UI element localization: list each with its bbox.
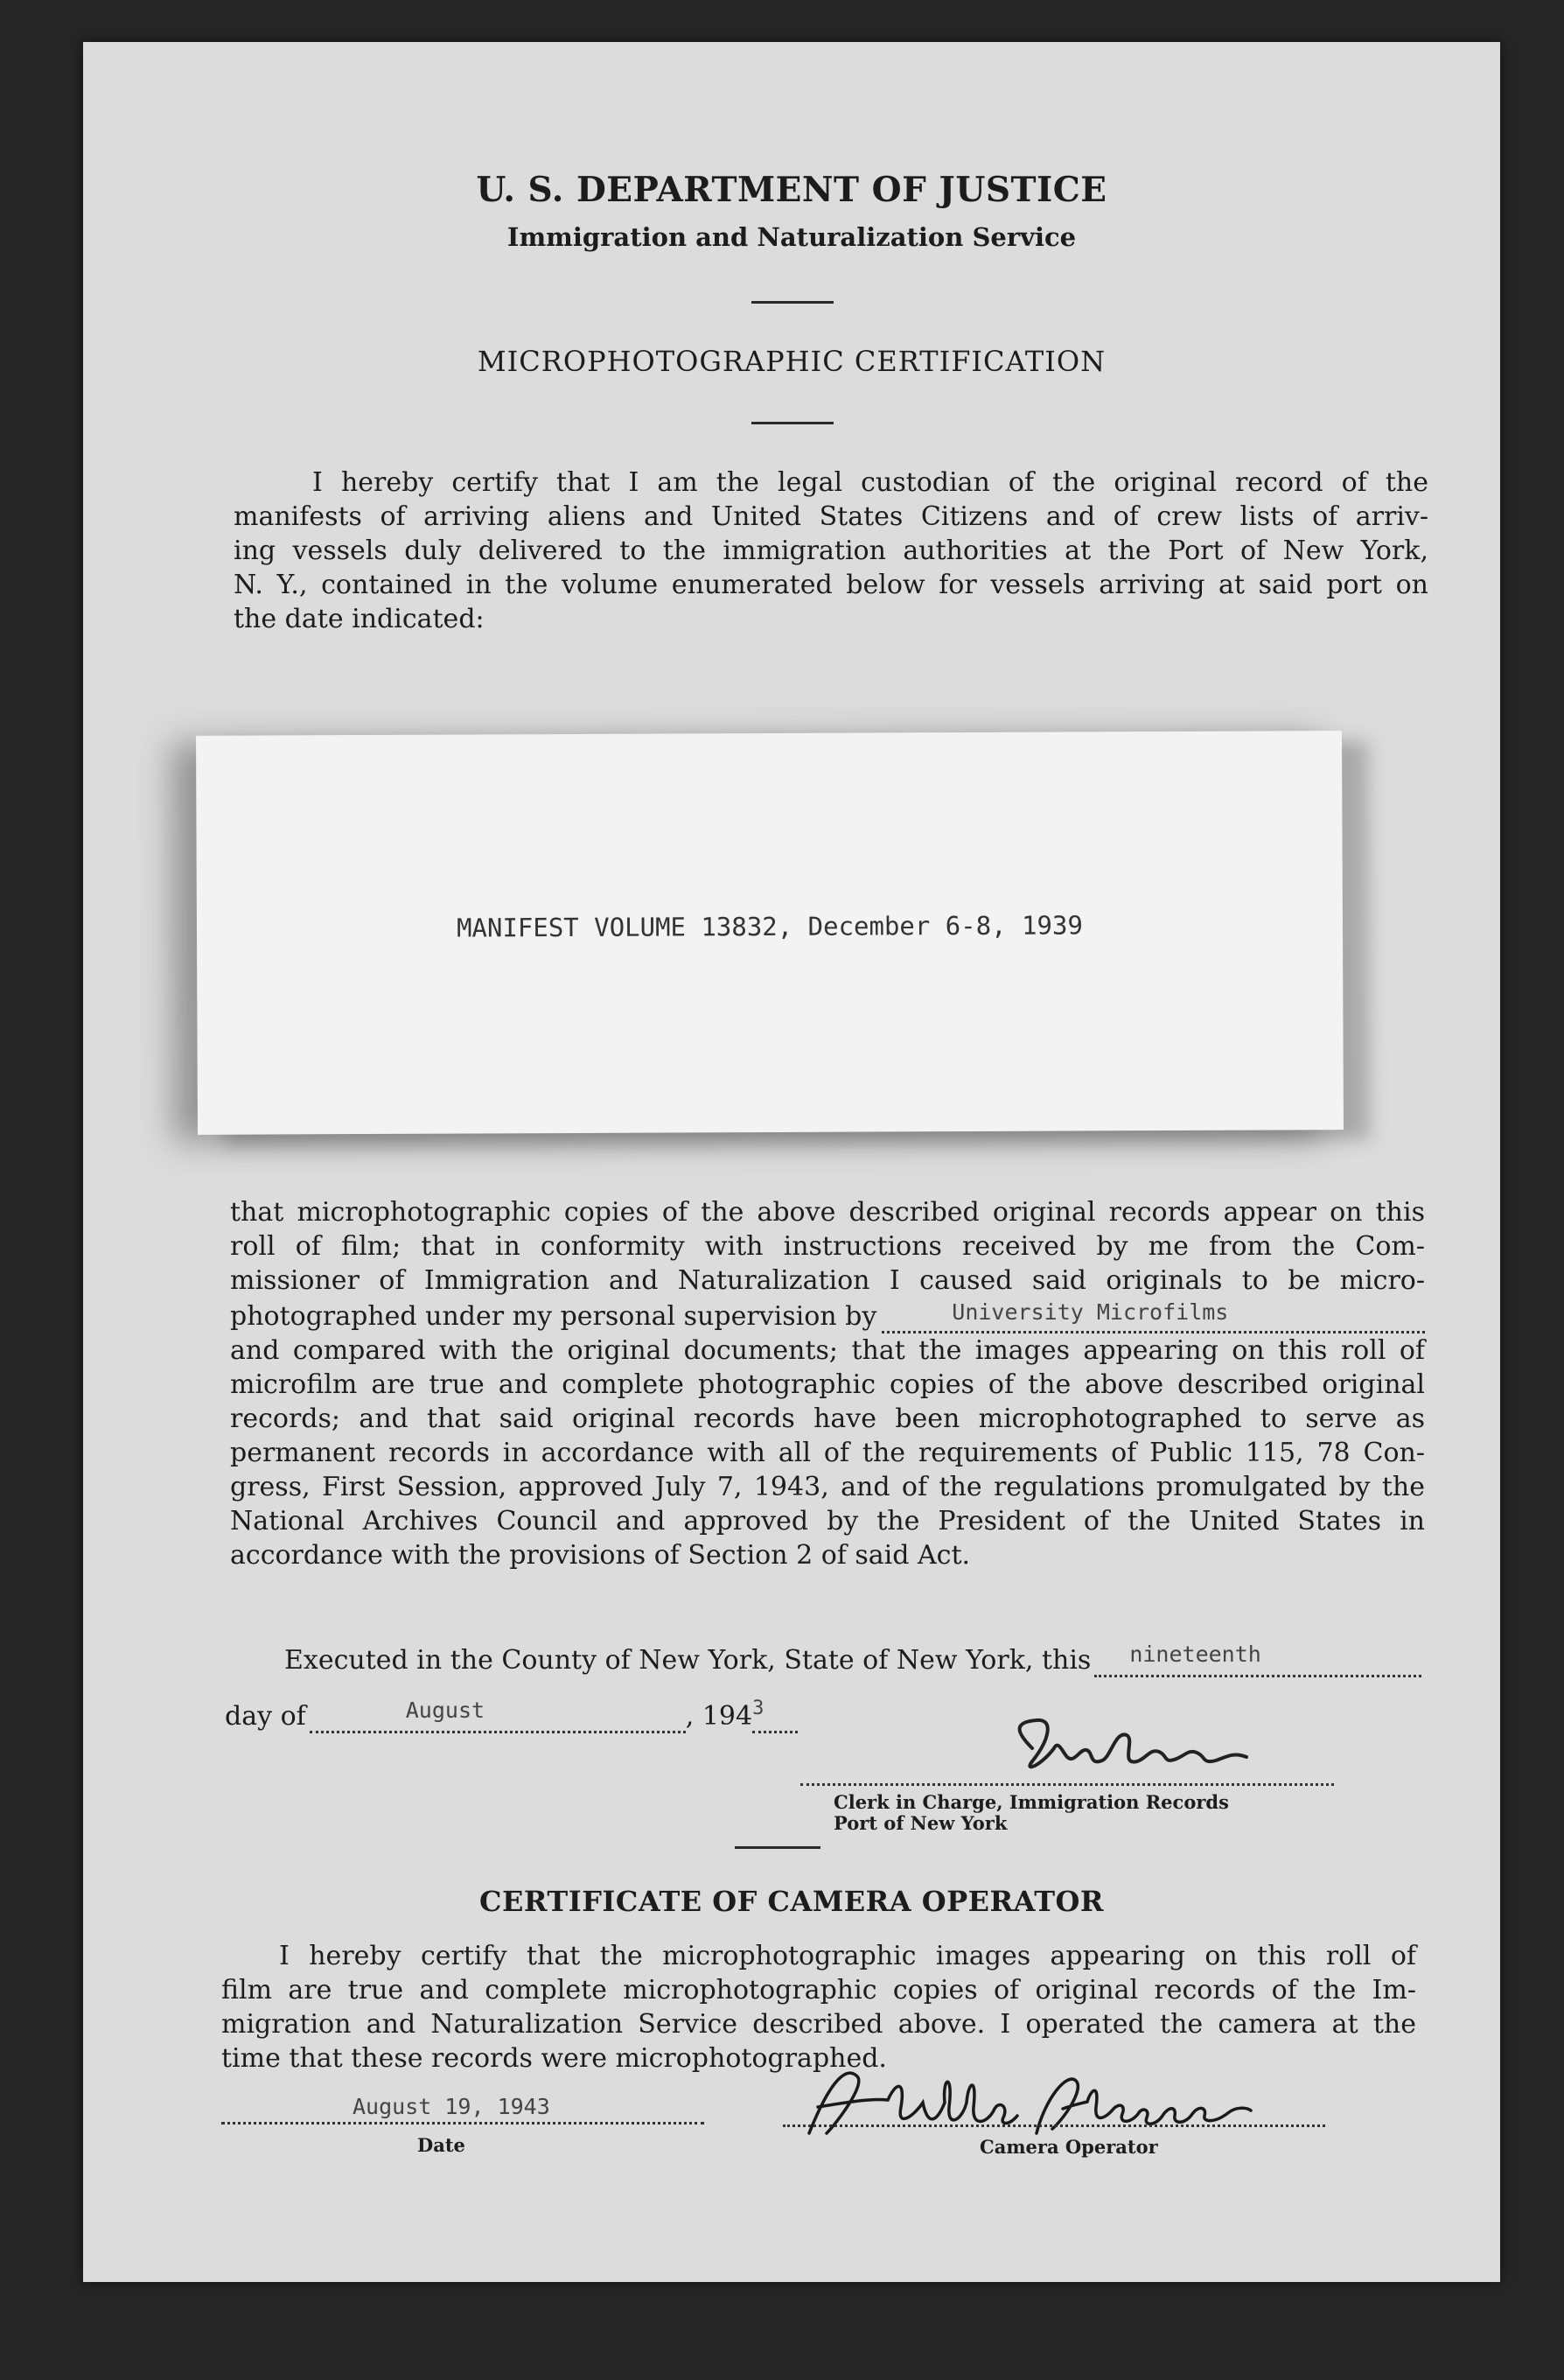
month-field (310, 1698, 686, 1733)
execution-date-line (225, 1699, 907, 1733)
paragraph-line: the date indicated: (234, 604, 485, 634)
copies-paragraph (230, 1195, 1425, 1572)
execution-day-value: nineteenth (1129, 1642, 1261, 1667)
paragraph-line: I hereby certify that the microphotographic images appearing on this roll of (279, 1941, 1416, 1971)
paragraph-line: National Archives Council and approved by the President of the United States in (230, 1506, 1425, 1536)
execution-day-field (1094, 1642, 1421, 1677)
volume-text: MANIFEST VOLUME 13832, December 6-8, 1939 (456, 910, 1083, 943)
paragraph-line: film are true and complete microphotographic copies of original records of the Im- (221, 1975, 1416, 2006)
operator-date-value: August 19, 1943 (353, 2094, 550, 2119)
operator-signature-line (783, 2124, 1325, 2127)
supervision-prefix: photographed under my personal supervision by (230, 1301, 877, 1332)
paragraph-line: missioner of Immigration and Naturalization I caused said originals to be micro- (230, 1265, 1425, 1296)
year-prefix: , 194 (685, 1701, 753, 1732)
paragraph-line: N. Y., contained in the volume enumerated below for vessels arriving at said port on (234, 570, 1428, 600)
section-divider (735, 1846, 820, 1849)
supervision-line (230, 1298, 1425, 1334)
paragraph-line: and compared with the original documents; that the images appearing on this roll of (230, 1335, 1425, 1366)
clerk-title-line2: Port of New York (834, 1812, 1008, 1834)
paragraph-line: roll of film; that in conformity with instructions received by me from the Com- (230, 1231, 1425, 1262)
paragraph-line: gress, First Session, approved July 7, 1943, and of the regulations promulgated by the (230, 1472, 1425, 1502)
execution-line (284, 1643, 1421, 1677)
custodian-paragraph (234, 466, 1428, 636)
paragraph-line: permanent records in accordance with all of the requirements of Public 115, 78 Con- (230, 1438, 1425, 1468)
supervisor-field (882, 1299, 1425, 1334)
operator-date-field (221, 2096, 704, 2124)
month-value: August (405, 1698, 485, 1723)
paragraph-line: ing vessels duly delivered to the immigration authorities at the Port of New York, (234, 536, 1428, 566)
title-divider (751, 422, 834, 424)
day-of-label: day of (225, 1701, 306, 1732)
paragraph-line: manifests of arriving aliens and United States Citizens and of crew lists of arriv- (234, 501, 1428, 532)
paragraph-line: time that these records were microphotographed. (221, 2043, 887, 2074)
clerk-signature-line (800, 1783, 1334, 1786)
certification-title: MICROPHOTOGRAPHIC CERTIFICATION (477, 345, 1107, 378)
paragraph-line: I hereby certify that I am the legal custodian of the original record of the (312, 467, 1428, 498)
date-label: Date (417, 2134, 465, 2156)
supervisor-value: University Microfilms (952, 1299, 1229, 1325)
date-dotted-line (221, 2122, 704, 2124)
camera-section-title: CERTIFICATE OF CAMERA OPERATOR (479, 1885, 1104, 1918)
execution-prefix: Executed in the County of New York, State of New York, this (284, 1645, 1092, 1676)
camera-operator-label: Camera Operator (980, 2136, 1158, 2158)
clerk-title-line1: Clerk in Charge, Immigration Records (834, 1791, 1229, 1813)
paragraph-line: that microphotographic copies of the above described original records appear on this (230, 1197, 1425, 1228)
department-title: U. S. DEPARTMENT OF JUSTICE (476, 170, 1107, 210)
paragraph-line: microfilm are true and complete photographic copies of the above described original (230, 1369, 1425, 1400)
paragraph-line: migration and Naturalization Service described above. I operated the camera at the (221, 2009, 1416, 2040)
paragraph-line: accordance with the provisions of Section 2 of said Act. (230, 1540, 971, 1571)
paragraph-line: records; and that said original records have been microphotographed to serve as (230, 1404, 1425, 1434)
year-field (752, 1698, 798, 1733)
certificate-sheet (83, 42, 1500, 2282)
year-digit: 3 (752, 1698, 765, 1719)
service-subtitle: Immigration and Naturalization Service (506, 222, 1077, 252)
manifest-volume-label (196, 731, 1344, 1135)
header-divider (751, 301, 834, 304)
